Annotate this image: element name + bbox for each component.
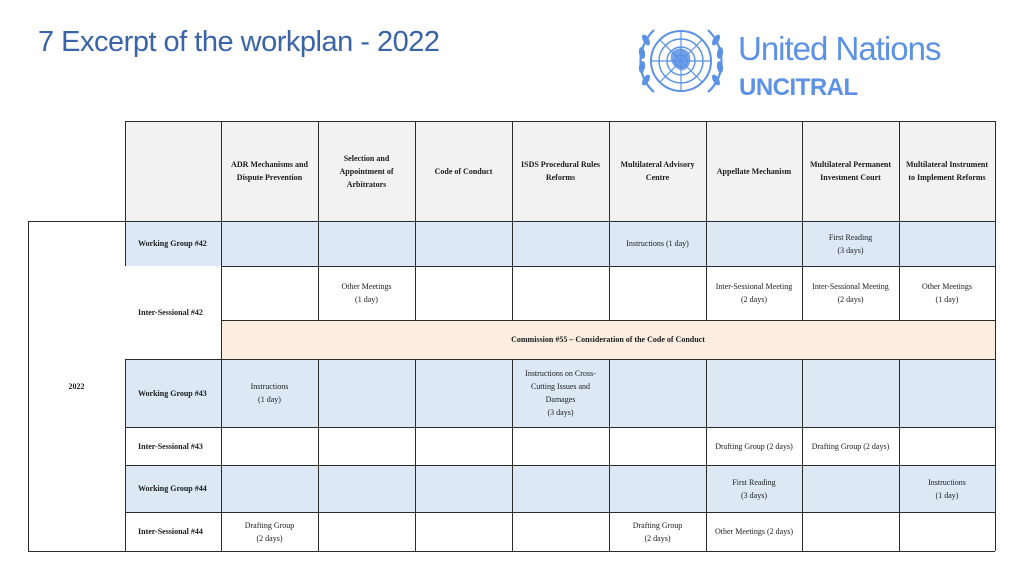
table-cell	[512, 359, 609, 427]
row-label	[125, 359, 221, 427]
table-cell-line: Drafting Group (2 days)	[811, 441, 890, 451]
column-header	[899, 121, 995, 221]
grid-line	[125, 465, 995, 466]
table-cell	[609, 427, 706, 465]
column-header-line: Multilateral Instrument	[906, 160, 988, 169]
table-cell	[706, 266, 802, 320]
column-header	[318, 121, 415, 221]
grid-line	[28, 551, 995, 552]
table-cell-line: Drafting Group	[244, 520, 295, 530]
table-cell	[318, 465, 415, 512]
grid-line	[512, 359, 513, 551]
table-cell-line: Cutting Issues and	[530, 382, 591, 391]
column-header-line: Dispute Prevention	[236, 173, 303, 182]
table-cell	[221, 465, 318, 512]
column-header-line: to Implement Reforms	[908, 173, 986, 182]
grid-line	[125, 359, 995, 360]
grid-line	[899, 359, 900, 551]
grid-line	[706, 359, 707, 551]
table-cell-line: Drafting Group (2 days)	[715, 441, 793, 451]
column-header-line: Arbitrators	[346, 179, 387, 189]
table-cell	[899, 465, 995, 512]
table-cell-line: (2 days)	[741, 295, 767, 304]
column-header-line: Code of Conduct	[434, 166, 493, 176]
table-cell	[221, 427, 318, 465]
column-header-line: Multilateral Permanent	[809, 160, 892, 169]
column-header-line: Selection and	[343, 153, 390, 163]
table-cell	[706, 465, 802, 512]
table-cell	[221, 221, 318, 266]
table-cell	[609, 512, 706, 551]
year-cell-line: 2022	[68, 381, 85, 391]
row-label	[125, 512, 221, 551]
grid-line	[28, 221, 29, 551]
column-header-line: ISDS Procedural Rules	[521, 160, 600, 169]
table-cell-line: (2 days)	[256, 533, 283, 543]
table-cell-line: Instructions	[928, 477, 966, 487]
grid-line	[318, 359, 319, 551]
grid-line	[221, 121, 222, 320]
table-cell-line: (2 days)	[837, 295, 864, 304]
grid-line	[609, 359, 610, 551]
table-cell-line: (1 day)	[355, 295, 378, 304]
table-cell	[415, 221, 512, 266]
table-cell-line: (1 day)	[258, 395, 281, 404]
table-cell-line: Inter-Sessional Meeting	[812, 282, 889, 291]
grid-line	[415, 359, 416, 551]
table-cell-line: (2 days)	[644, 533, 671, 543]
table-cell	[706, 512, 802, 551]
table-cell-line: Drafting Group	[632, 520, 683, 530]
table-cell	[802, 359, 899, 427]
table-cell-line: (3 days)	[547, 408, 574, 417]
row-label	[125, 465, 221, 512]
table-cell	[802, 465, 899, 512]
column-header	[221, 121, 318, 221]
table-cell	[512, 427, 609, 465]
brand-subtitle: UNCITRAL	[739, 74, 858, 101]
table-cell	[609, 221, 706, 266]
table-cell	[706, 427, 802, 465]
table-cell-line: Inter-Sessional Meeting	[715, 282, 793, 291]
table-cell-line: Other Meetings	[922, 282, 972, 291]
grid-line	[609, 121, 610, 320]
grid-line	[125, 512, 995, 513]
table-cell	[899, 266, 995, 320]
slide-title: 7 Excerpt of the workplan - 2022	[38, 26, 440, 58]
row-label-line: Working Group #42	[138, 239, 207, 248]
table-cell	[609, 359, 706, 427]
table-cell	[415, 427, 512, 465]
table-cell	[512, 221, 609, 266]
table-cell	[318, 221, 415, 266]
table-cell	[415, 512, 512, 551]
commission-banner-line: Commission #55 – Consideration of the Code of Conduct	[511, 335, 705, 344]
grid-line	[802, 359, 803, 551]
grid-line	[221, 359, 222, 551]
table-cell-line: Instructions	[250, 382, 289, 391]
column-header-line: Appellate Mechanism	[716, 166, 792, 176]
table-cell	[221, 512, 318, 551]
grid-line	[995, 121, 996, 551]
header-corner-cell	[125, 121, 221, 221]
table-cell	[221, 359, 318, 427]
table-cell	[899, 221, 995, 266]
table-cell	[415, 465, 512, 512]
grid-line	[125, 121, 995, 122]
table-cell	[318, 512, 415, 551]
table-cell-line: Damages	[545, 395, 576, 404]
table-cell	[706, 221, 802, 266]
column-header-line: ADR Mechanisms and	[231, 160, 308, 169]
table-cell	[899, 359, 995, 427]
table-cell-line: Instructions (1 day)	[626, 239, 689, 248]
column-header	[802, 121, 899, 221]
grid-line	[221, 320, 995, 321]
table-cell	[802, 512, 899, 551]
grid-line	[899, 121, 900, 320]
row-label	[125, 266, 221, 359]
table-cell	[512, 512, 609, 551]
brand-name: United Nations	[738, 30, 941, 67]
table-cell	[415, 266, 512, 320]
row-label-line: Working Group #43	[138, 388, 207, 398]
year-cell	[28, 221, 125, 551]
grid-line	[125, 266, 995, 267]
table-cell	[221, 266, 318, 320]
column-header-line: Reforms	[545, 173, 576, 182]
row-label-line: Inter-Sessional #43	[138, 441, 203, 451]
column-header	[609, 121, 706, 221]
table-cell	[512, 266, 609, 320]
grid-line	[512, 121, 513, 320]
table-cell-line: (1 day)	[935, 490, 959, 500]
row-label-line: Inter-Sessional #44	[138, 527, 203, 536]
table-cell	[802, 266, 899, 320]
table-cell	[609, 465, 706, 512]
grid-line	[318, 121, 319, 320]
table-cell	[899, 427, 995, 465]
table-cell-line: Instructions on Cross-	[525, 369, 596, 378]
column-header	[415, 121, 512, 221]
column-header-line: Multilateral Advisory	[620, 160, 695, 169]
table-cell-line: First Reading	[828, 232, 873, 242]
table-cell	[609, 266, 706, 320]
row-label-line: Working Group #44	[138, 484, 207, 493]
table-cell	[318, 427, 415, 465]
column-header-line: Centre	[645, 173, 670, 182]
table-cell-line: (3 days)	[741, 490, 767, 500]
column-header-line: Appointment of	[339, 166, 394, 176]
grid-line	[706, 121, 707, 320]
table-cell	[318, 359, 415, 427]
table-cell-line: First Reading	[732, 477, 776, 487]
row-label	[125, 221, 221, 266]
table-cell	[899, 512, 995, 551]
grid-line	[415, 121, 416, 320]
row-label	[125, 427, 221, 465]
table-cell	[512, 465, 609, 512]
grid-line	[125, 427, 995, 428]
table-cell	[415, 359, 512, 427]
column-header-line: Investment Court	[820, 173, 881, 182]
row-label-line: Inter-Sessional #42	[138, 308, 203, 317]
table-cell	[802, 221, 899, 266]
table-cell	[706, 359, 802, 427]
grid-line	[221, 320, 222, 359]
column-header	[706, 121, 802, 221]
table-cell-line: (1 day)	[935, 295, 959, 304]
table-cell	[318, 266, 415, 320]
table-cell	[802, 427, 899, 465]
column-header	[512, 121, 609, 221]
grid-line	[802, 121, 803, 320]
table-cell-line: Other Meetings (2 days)	[715, 527, 793, 536]
commission-banner	[221, 320, 995, 359]
table-cell-line: (3 days)	[837, 245, 864, 255]
table-cell-line: Other Meetings	[341, 282, 392, 291]
